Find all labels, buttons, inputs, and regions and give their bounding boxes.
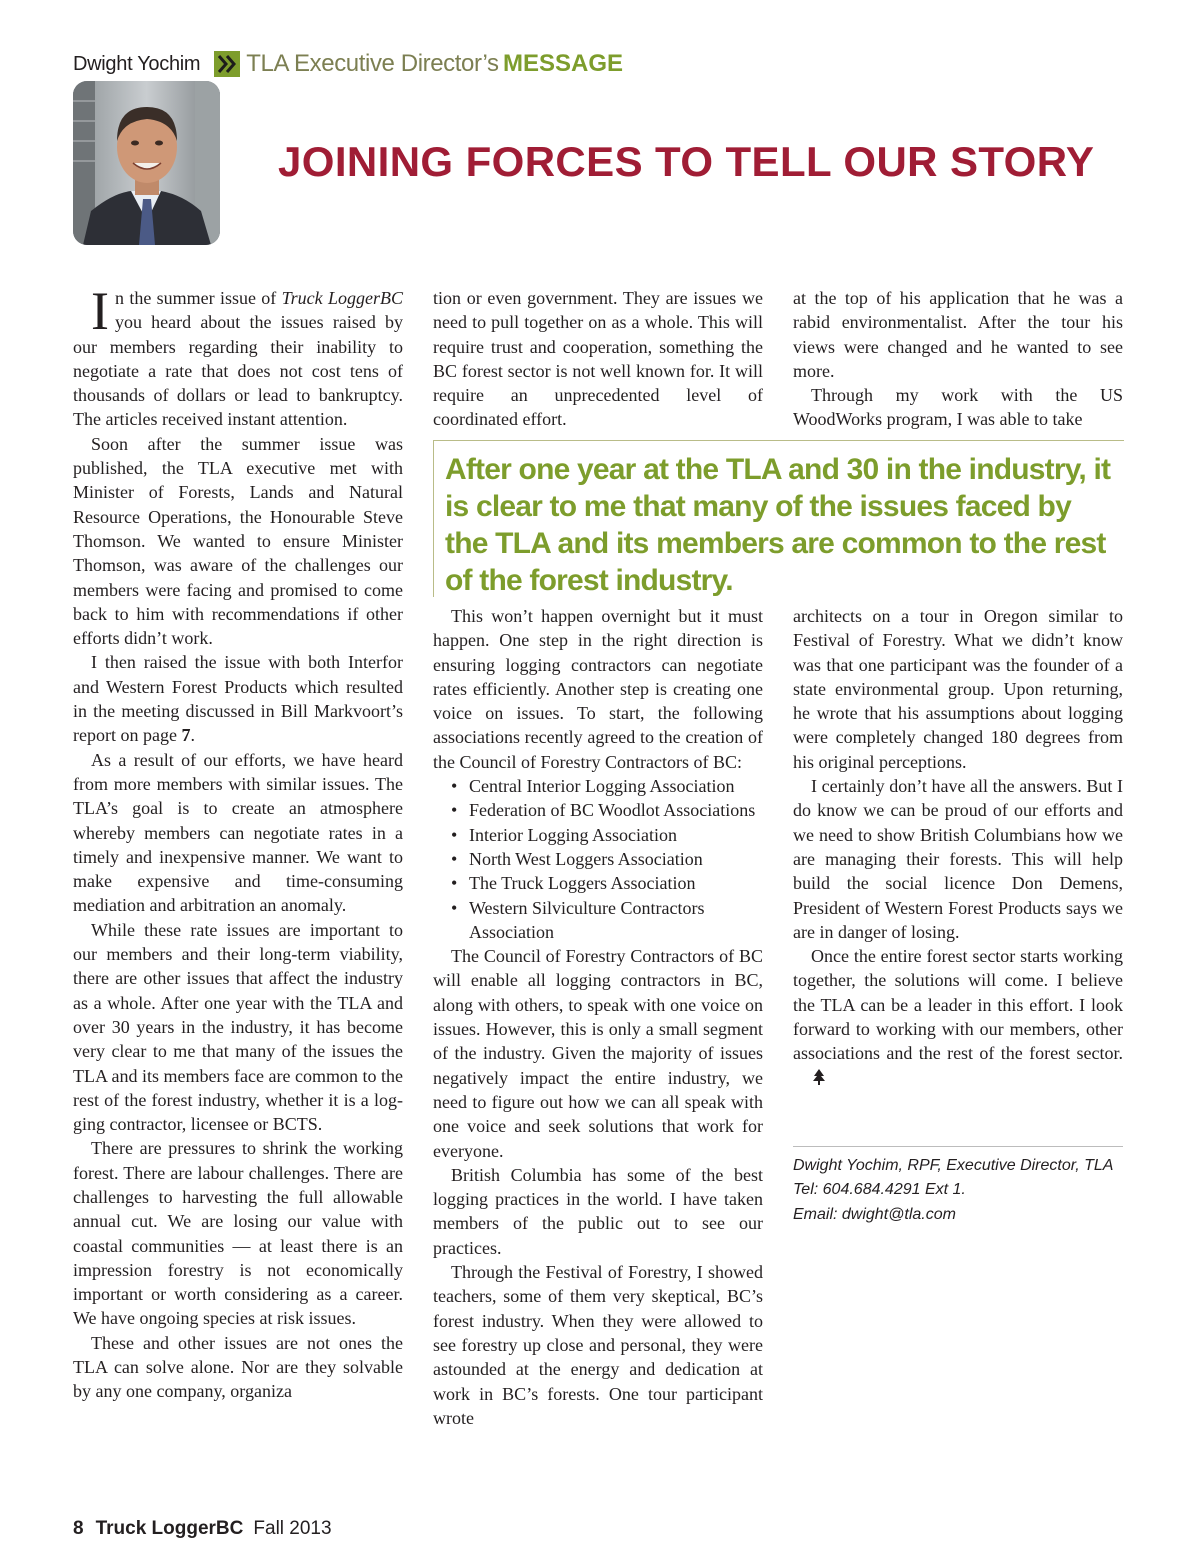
list-item: • The Truck Loggers Association	[433, 871, 763, 895]
drop-cap: I	[91, 281, 109, 341]
paragraph	[73, 281, 403, 432]
paragraph: Through the Festival of Forestry, I showed teachers, some of them very skeptical, BC’s forest industry. When they were allowed to see forestry up close and personal, they were astounded at the energy and dedication at work in BC’s forests. One tour participant wrote	[433, 1262, 763, 1428]
article-headline: JOINING FORCES TO TELL OUR STORY	[278, 138, 1095, 185]
author-photo	[73, 81, 220, 245]
text-run: n the summer issue of	[114, 288, 282, 308]
issue-label: Fall 2013	[253, 1518, 332, 1539]
double-chevron-right-icon	[214, 51, 240, 77]
signature-divider	[793, 1146, 1123, 1147]
paragraph: British Columbia has some of the best logging practices in the world. I have taken members of the public out to see our practices.	[433, 1164, 763, 1258]
article-column-3-top	[793, 286, 1123, 432]
pull-quote-side-rule	[433, 441, 434, 597]
author-signature	[793, 1154, 1133, 1227]
magazine-title: Truck LoggerBC	[95, 1518, 244, 1539]
paragraph: I certainly don’t have all the answers. But I do know we can be proud of our efforts and we need to show British Columbians how we are managing their forests. This will help build the social licence Don Demens, President of Western Forest Products says we are in danger of losing.	[793, 776, 1123, 942]
association-list	[433, 774, 763, 944]
list-item: • Interior Logging Association	[433, 823, 763, 847]
paragraph: There are pressures to shrink the working forest. There are labour challenges. There are challenges to harvesting the full allowable annual cut. We are losing our value with coastal communities — at least there is an impression forestry is not economically important or worth considering as a career. We have ongoing species at risk issues.	[73, 1138, 403, 1329]
pull-quote-top-rule	[433, 440, 1124, 441]
page-footer	[73, 1518, 332, 1540]
signature-phone: Tel: 604.684.4291 Ext 1.	[793, 1181, 966, 1199]
article-column-2-bottom	[433, 604, 763, 1430]
paragraph: This won’t happen overnight but it must happen. One step in the right direction is ensuring logging contractors can negotiate rates efficiently. Another step is creating one voice on issues. To start, the following associations recently agreed to the creation of the Council of Forestry Contractors of BC:	[433, 606, 763, 772]
text-run: .	[190, 725, 195, 746]
paragraph	[73, 650, 403, 747]
list-item: • Federation of BC Woodlot Associations	[433, 798, 763, 822]
paragraph: tion or even government. They are issues we need to pull together on as a whole. This will require trust and cooperation, something the BC forest sector is not well known for. It will require an unprecedented level of coordinated effort.	[433, 288, 763, 430]
paragraph: Through my work with the US WoodWorks program, I was able to take	[793, 385, 1123, 430]
section-label-emphasis: MESSAGE	[503, 50, 624, 77]
text-run: Once the entire forest sector starts working together, the solutions will come. I believe the TLA can be a leader in this effort. I look forward to working with our members, other associations and the rest of the forest sector.	[793, 946, 1123, 1064]
text-run: I then raised the issue with both Interfor and Western Forest Products which resulted in the meeting discussed in Bill Markvoort’s report on page	[73, 652, 403, 746]
pull-quote: After one year at the TLA and 30 in the industry, it is clear to me that many of the issues faced by the TLA and its members are common to the rest of the forest industry.	[445, 453, 1111, 597]
paragraph	[793, 944, 1123, 1090]
list-item: • North West Loggers Association	[433, 847, 763, 871]
section-header	[73, 48, 623, 80]
list-item: • Western Silviculture Contractors Association	[433, 896, 763, 945]
text-run: you heard about the issues raised by our members regarding their inability to negotiate a rate that does not cost tens of thousands of dollars or lead to bankruptcy. The articles received instant attention.	[73, 312, 403, 430]
article-column-3-bottom	[793, 604, 1123, 1090]
article-column-1	[73, 281, 403, 1404]
paragraph: These and other issues are not ones the TLA can solve alone. Nor are they solvable by any one company, organiza	[73, 1332, 403, 1402]
page-number: 8	[73, 1518, 84, 1539]
signature-name: Dwight Yochim, RPF, Executive Director, TLA	[793, 1157, 1114, 1174]
paragraph: The Council of Forestry Contractors of BC will enable all logging contractors in BC, along with others, to speak with one voice on issues. However, this is only a small segment of the industry. Given the majority of issues negatively impact the entire industry, we need to figure out how we can all speak with one voice and seek solutions that work for everyone.	[433, 946, 763, 1161]
article-column-2-top	[433, 286, 763, 432]
paragraph: While these rate issues are important to our members and their long-term viability, there are other issues that affect the industry as a whole. After one year with the TLA and over 30 years in the industry, it has become very clear to me that many of the issues the TLA and its members face are common to the rest of the forest industry, whether it is a logging contractor, licensee or BCTS.	[73, 919, 403, 1135]
section-label: TLA Executive Director’s	[246, 50, 499, 77]
tree-icon	[795, 1067, 807, 1083]
paragraph: architects on a tour in Oregon similar to Festival of Forestry. What we didn’t know was that one participant was the founder of a state environmental group. Upon returning, he wrote that his assumptions about logging were completely changed 180 degrees from his original perceptions.	[793, 606, 1123, 772]
paragraph: Soon after the summer issue was published, the TLA executive met with Minister of Forests, Lands and Natural Resource Operations, the Honourable Steve Thomson. We wanted to ensure Minister Thomson, was aware of the challenges our members were facing and promised to come back to him with recommendations if other efforts didn’t work.	[73, 433, 403, 649]
paragraph: at the top of his application that he was a rabid environmentalist. After the tour his views were changed and he wanted to see more.	[793, 288, 1123, 381]
magazine-title-italic: Truck LoggerBC	[281, 288, 403, 308]
paragraph: As a result of our efforts, we have heard from more members with similar issues. The TLA’s goal is to create an atmosphere whereby members can negotiate rates in a timely and inexpensive manner. We want to make expensive and time-consuming mediation and arbitration an anomaly.	[73, 749, 403, 916]
signature-email: Email: dwight@tla.com	[793, 1205, 956, 1223]
page-reference: 7	[181, 725, 191, 746]
author-name: Dwight Yochim	[73, 52, 201, 75]
list-item: • Central Interior Logging Association	[433, 774, 763, 798]
